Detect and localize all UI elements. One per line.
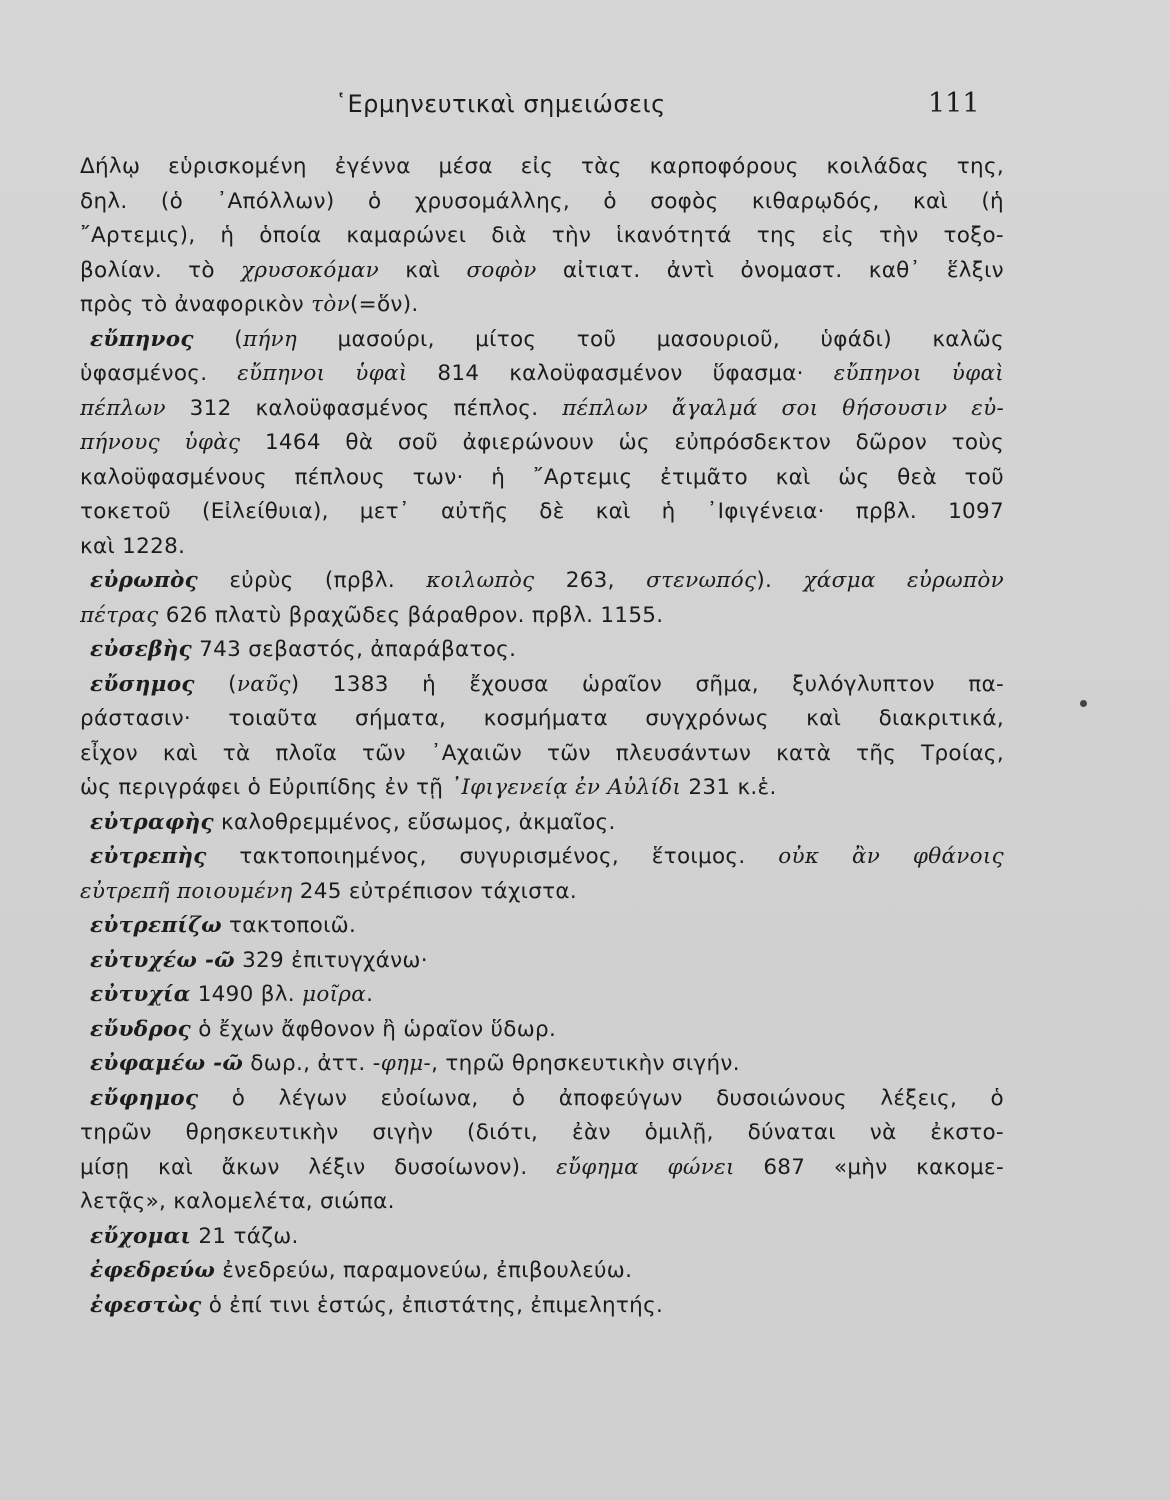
gloss-text: Δήλῳ εὑρισκομένη ἐγέννα μέσα εἰς τὰς καρποφόρους κοιλάδας της, (80, 154, 1004, 179)
gloss-text: 814 καλοϋφασμένον ὕφασμα· (407, 361, 834, 386)
gloss-text: καὶ (379, 257, 467, 283)
page-number: 111 (928, 88, 980, 119)
text-line (80, 1047, 1004, 1082)
gloss-text: καὶ 1228. (80, 533, 186, 559)
gloss-text: (=ὅν). (349, 292, 419, 317)
quoted-greek: πέπλων ἄγαλμά σοι θήσουσιν εὐ- (562, 395, 1004, 421)
headword: εὐσεβὴς (90, 637, 193, 662)
text-line (80, 702, 1004, 737)
headword: εὔπηνος (90, 326, 194, 352)
text-line (80, 1185, 1004, 1220)
gloss-text: τακτοποιημένος, συγυρισμένος, ἕτοιμος. (206, 844, 779, 869)
text-line (80, 840, 1004, 875)
gloss-text: . (366, 982, 374, 1007)
text-line (80, 495, 1004, 530)
gloss-text: ( (193, 326, 243, 352)
headword: εὐτυχέω -ῶ (90, 947, 235, 973)
quoted-greek: πήνη (242, 326, 298, 352)
headword: εὔυδρος (90, 1016, 192, 1042)
text-line (80, 426, 1004, 461)
text-line (80, 1151, 1004, 1186)
gloss-text: ὁ λέγων εὐοίωνα, ὁ ἀποφεύγων δυσοιώνους λέξεις, ὁ (198, 1085, 1004, 1111)
text-line (80, 288, 1004, 323)
gloss-text: εἶχον καὶ τὰ πλοῖα τῶν ᾿Αχαιῶν τῶν πλευσάντων κατὰ τῆς Τροίας, (80, 740, 1004, 766)
text-line (80, 323, 1004, 358)
quoted-greek: πέπλων (80, 395, 166, 421)
text-line (80, 392, 1004, 427)
ink-speck (1080, 700, 1087, 707)
headword: εὐτραφὴς (90, 809, 214, 835)
gloss-text: πρὸς τὸ ἀναφορικὸν (80, 292, 312, 317)
quoted-greek: σοφὸν (466, 257, 537, 283)
text-line (80, 806, 1004, 841)
gloss-text: καλοϋφασμένους πέπλους των· ἡ ῎Αρτεμις ἐτιμᾶτο καὶ ὡς θεὰ τοῦ (80, 464, 1004, 490)
gloss-text: 21 τάζω. (191, 1223, 299, 1249)
quoted-greek: στενωπός (646, 568, 757, 593)
text-line (80, 219, 1004, 254)
page-header (0, 90, 1170, 126)
gloss-text: 1490 βλ. (190, 982, 303, 1007)
quoted-greek: μοῖρα (302, 982, 367, 1007)
text-line (80, 185, 1004, 220)
text-line (80, 254, 1004, 289)
running-title: ῾Ερμηνευτικαὶ σημειώσεις (335, 90, 666, 118)
quoted-greek: ᾿Ιφιγενείᾳ ἐν Αὐλίδι (450, 775, 682, 800)
quoted-greek: εὐτρεπῆ ποιουμένη (80, 878, 293, 904)
text-line (80, 150, 1004, 185)
gloss-text: τοκετοῦ (Εἰλείθυια), μετ᾿ αὐτῆς δὲ καὶ ἡ ᾿Ιφιγένεια· πρβλ. 1097 (80, 499, 1004, 524)
gloss-text: τηρῶν θρησκευτικὴν σιγὴν (διότι, ἐὰν ὁμιλῇ, δύναται νὰ ἐκστο- (80, 1120, 1004, 1145)
headword: εὐφαμέω -ῶ (90, 1051, 244, 1076)
text-line (80, 1220, 1004, 1255)
headword: εὔφημος (90, 1085, 199, 1111)
gloss-text: μασούρι, μίτος τοῦ μασουριοῦ, ὑφάδι) καλῶς (297, 326, 1004, 352)
gloss-text: αἰτιατ. ἀντὶ ὀνομαστ. καθ᾿ ἕλξιν (536, 257, 1004, 283)
quoted-greek: οὐκ ἂν φθάνοις (778, 844, 1004, 869)
quoted-greek: ναῦς (236, 671, 291, 697)
quoted-greek: εὔπηνοι ὑφαὶ (237, 361, 408, 386)
gloss-text: λετᾷς», καλομελέτα, σιώπα. (80, 1189, 395, 1214)
text-line (80, 1289, 1004, 1324)
gloss-text: 312 καλοϋφασμένος πέπλος. (165, 395, 563, 421)
gloss-text: εὐρὺς (πρβλ. (198, 568, 427, 593)
gloss-text: ὁ ἐπί τινι ἑστώς, ἐπιστάτης, ἐπιμελητής. (201, 1292, 664, 1318)
gloss-text: ). (756, 568, 804, 593)
text-line (80, 909, 1004, 944)
quoted-greek: εὔπηνοι ὑφαὶ (833, 361, 1004, 386)
gloss-text: τακτοποιῶ. (221, 913, 357, 938)
text-line (80, 633, 1004, 668)
text-line (80, 1082, 1004, 1117)
text-line (80, 530, 1004, 565)
gloss-text: ὁ ἔχων ἄφθονον ἢ ὡραῖον ὕδωρ. (191, 1016, 557, 1042)
text-line (80, 944, 1004, 979)
gloss-text: ράστασιν· τοιαῦτα σήματα, κοσμήματα συγχρόνως καὶ διακριτικά, (80, 706, 1004, 731)
headword: εὐτρεπίζω (90, 913, 222, 938)
headword: ἐφεδρεύω (90, 1258, 216, 1283)
quoted-greek: χρυσοκόμαν (241, 257, 380, 283)
text-line (80, 1254, 1004, 1289)
quoted-greek: κοιλωπὸς (426, 568, 535, 593)
gloss-text: ὡς περιγράφει ὁ Εὐριπίδης ἐν τῇ (80, 775, 451, 800)
text-line (80, 357, 1004, 392)
text-line (80, 875, 1004, 910)
gloss-text: ῎Αρτεμις), ἡ ὁποία καμαρώνει διὰ τὴν ἱκανότητά της εἰς τὴν τοξο- (80, 223, 1004, 248)
gloss-text: δωρ., ἀττ. - (243, 1051, 381, 1076)
quoted-greek: χάσμα εὐρωπὸν (803, 568, 1004, 593)
gloss-text: 231 κ.ἑ. (681, 775, 777, 800)
text-line (80, 668, 1004, 703)
quoted-greek: φημ- (380, 1051, 432, 1076)
gloss-text: μίσῃ καὶ ἄκων λέξιν δυσοίωνον). (80, 1154, 557, 1180)
text-line (80, 1013, 1004, 1048)
headword: εὐρωπὸς (90, 568, 199, 593)
gloss-text: ἐνεδρεύω, παραμονεύω, ἐπιβουλεύω. (215, 1258, 633, 1283)
gloss-text: καλοθρεμμένος, εὔσωμος, ἀκμαῖος. (213, 809, 616, 835)
text-line (80, 461, 1004, 496)
text-line (80, 599, 1004, 634)
gloss-text: ( (194, 671, 237, 697)
gloss-text: 1464 θὰ σοῦ ἀφιερώνουν ὡς εὐπρόσδεκτον δῶρον τοὺς (240, 430, 1004, 455)
quoted-greek: τὸν (311, 292, 350, 317)
text-line (80, 771, 1004, 806)
text-line (80, 978, 1004, 1013)
gloss-text: 626 πλατὺ βραχῶδες βάραθρον. πρβλ. 1155. (158, 602, 664, 628)
gloss-text: βολίαν. τὸ (80, 257, 242, 283)
quoted-greek: πήνους ὑφὰς (80, 430, 241, 455)
headword: εὔσημος (90, 671, 195, 697)
gloss-text: 687 «μὴν κακομε- (734, 1154, 1004, 1180)
quoted-greek: εὔφημα φώνει (556, 1154, 735, 1180)
gloss-text: δηλ. (ὁ ᾿Απόλλων) ὁ χρυσομάλλης, ὁ σοφὸς κιθαρῳδός, καὶ (ἡ (80, 188, 1004, 214)
headword: εὐτυχία (90, 982, 191, 1007)
gloss-text: 743 σεβαστός, ἀπαράβατος. (192, 637, 517, 662)
text-line (80, 1116, 1004, 1151)
gloss-text: 245 εὐτρέπισον τάχιστα. (292, 878, 578, 904)
glossary-text (80, 150, 1004, 1323)
gloss-text: 329 ἐπιτυγχάνω· (234, 947, 428, 973)
gloss-text: ) 1383 ἡ ἔχουσα ὡραῖον σῆμα, ξυλόγλυπτον πα- (290, 671, 1004, 697)
headword: εὔχομαι (90, 1223, 192, 1249)
headword: εὐτρεπὴς (90, 844, 207, 869)
quoted-greek: πέτρας (80, 602, 159, 628)
text-line (80, 737, 1004, 772)
gloss-text: , τηρῶ θρησκευτικὴν σιγήν. (431, 1051, 740, 1076)
headword: ἐφεστὼς (90, 1292, 202, 1318)
gloss-text: 263, (534, 568, 647, 593)
gloss-text: ὑφασμένος. (80, 361, 238, 386)
text-line (80, 564, 1004, 599)
